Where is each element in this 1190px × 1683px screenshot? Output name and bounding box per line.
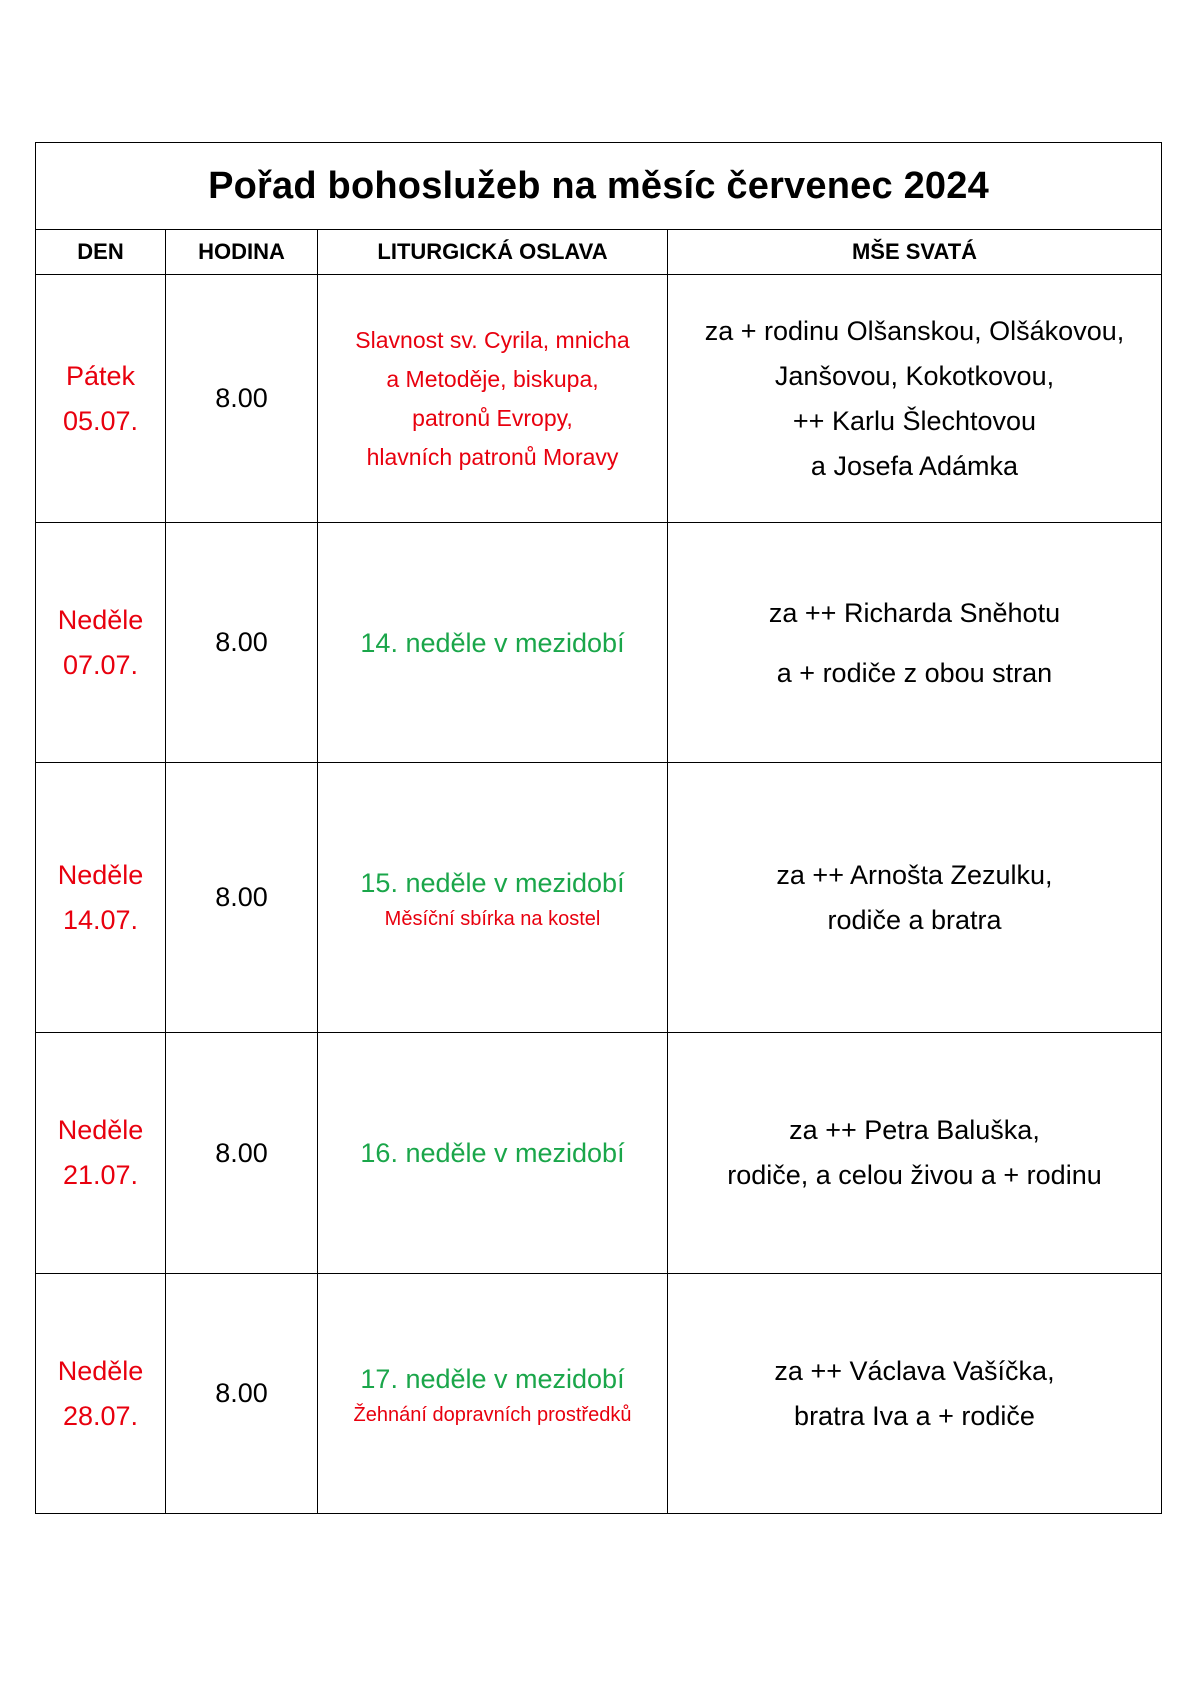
mass-line: za ++ Václava Vašíčka,: [774, 1355, 1055, 1386]
liturgy-note: Měsíční sbírka na kostel: [384, 907, 601, 930]
liturgy-cell: [318, 1274, 668, 1514]
mass-cell: [668, 523, 1162, 763]
mass-line: rodiče, a celou živou a + rodinu: [727, 1160, 1102, 1190]
day-cell: [36, 1274, 166, 1514]
liturgy-line: Slavnost sv. Cyrila, mnicha: [355, 326, 630, 353]
hour-cell: 8.00: [166, 763, 318, 1033]
header-mass: MŠE SVATÁ: [668, 230, 1162, 275]
liturgy-line: 14. neděle v mezidobí: [360, 627, 625, 658]
liturgy-cell: [318, 763, 668, 1033]
schedule-table: [35, 142, 1162, 1514]
liturgy-line: 16. neděle v mezidobí: [360, 1138, 625, 1168]
mass-line: za ++ Arnošta Zezulku,: [776, 859, 1053, 890]
title-row: [36, 143, 1162, 230]
mass-line: bratra Iva a + rodiče: [794, 1400, 1035, 1431]
day-name: Neděle: [57, 859, 144, 890]
liturgy-line: 17. neděle v mezidobí: [360, 1363, 625, 1394]
mass-cell: [668, 1033, 1162, 1274]
mass-line: Janšovou, Kokotkovou,: [774, 360, 1055, 391]
mass-line: za + rodinu Olšanskou, Olšákovou,: [704, 315, 1125, 346]
mass-line: a + rodiče z obou stran: [776, 657, 1053, 688]
day-name: Neděle: [57, 604, 144, 635]
table-row: [36, 1033, 1162, 1274]
table-row: [36, 275, 1162, 523]
day-date: 14.07.: [62, 904, 139, 935]
mass-line: ++ Karlu Šlechtovou: [792, 405, 1037, 436]
day-name: Neděle: [57, 1355, 144, 1386]
day-cell: [36, 763, 166, 1033]
day-cell: [36, 1033, 166, 1274]
header-row: [36, 230, 1162, 275]
day-cell: [36, 275, 166, 523]
liturgy-line: hlavních patronů Moravy: [366, 443, 619, 470]
table-row: [36, 523, 1162, 763]
mass-line: a Josefa Adámka: [810, 450, 1019, 481]
mass-line: za ++ Petra Baluška,: [789, 1115, 1040, 1145]
liturgy-line: 15. neděle v mezidobí: [360, 867, 625, 898]
day-name: Pátek: [65, 360, 136, 391]
table-row: [36, 763, 1162, 1033]
day-date: 07.07.: [62, 649, 139, 680]
page-title: Pořad bohoslužeb na měsíc červenec 2024: [36, 143, 1162, 230]
day-cell: [36, 523, 166, 763]
day-date: 21.07.: [62, 1160, 139, 1190]
day-date: 05.07.: [62, 405, 139, 436]
hour-cell: 8.00: [166, 275, 318, 523]
header-liturgy: LITURGICKÁ OSLAVA: [318, 230, 668, 275]
liturgy-cell: [318, 275, 668, 523]
hour-cell: 8.00: [166, 1274, 318, 1514]
liturgy-line: patronů Evropy,: [412, 404, 573, 431]
mass-cell: [668, 275, 1162, 523]
liturgy-cell: [318, 1033, 668, 1274]
table-row: [36, 1274, 1162, 1514]
hour-cell: 8.00: [166, 1033, 318, 1274]
mass-cell: [668, 763, 1162, 1033]
header-hour: HODINA: [166, 230, 318, 275]
liturgy-note: Žehnání dopravních prostředků: [353, 1403, 632, 1426]
mass-line: za ++ Richarda Sněhotu: [768, 597, 1061, 628]
header-day: DEN: [36, 230, 166, 275]
mass-line: rodiče a bratra: [827, 904, 1002, 935]
liturgy-cell: [318, 523, 668, 763]
day-date: 28.07.: [62, 1400, 139, 1431]
mass-cell: [668, 1274, 1162, 1514]
day-name: Neděle: [57, 1115, 144, 1145]
liturgy-line: a Metoděje, biskupa,: [386, 365, 599, 392]
hour-cell: 8.00: [166, 523, 318, 763]
